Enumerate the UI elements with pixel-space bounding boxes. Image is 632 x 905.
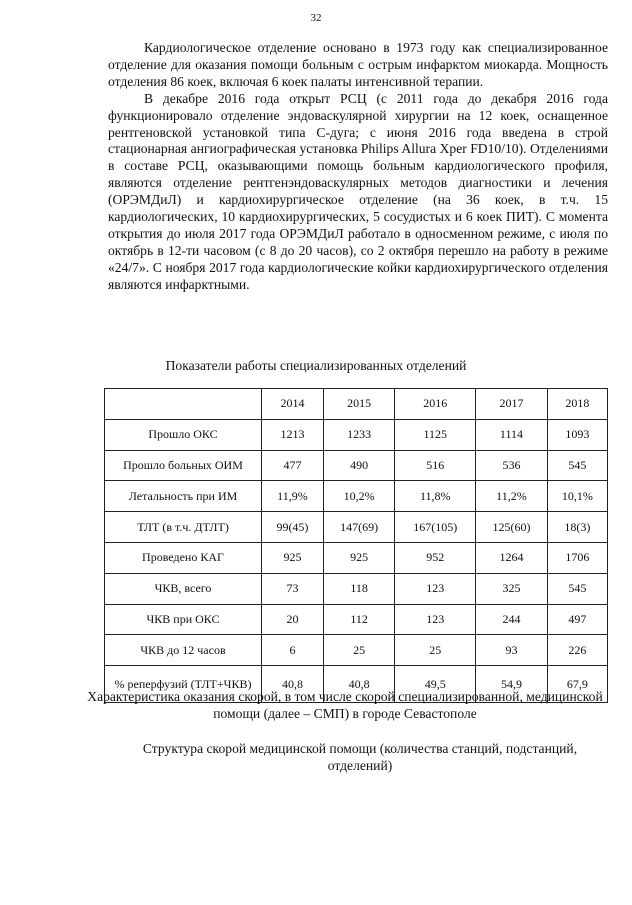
table-row [105,512,608,543]
table-cell: 545 [547,450,607,481]
table-header-year: 2014 [262,389,324,420]
table-cell: 11,2% [476,481,547,512]
table-row [105,542,608,573]
table-cell: 925 [323,542,394,573]
table-cell: 1706 [547,542,607,573]
table-row [105,450,608,481]
table-row-label: ЧКВ, всего [105,573,262,604]
table-row-label: Прошло ОКС [105,419,262,450]
table-header-year: 2016 [395,389,476,420]
table-row-label: Летальность при ИМ [105,481,262,512]
table-cell: 123 [395,604,476,635]
table-cell: 10,2% [323,481,394,512]
table-cell: 18(3) [547,512,607,543]
table-cell: 54,9 [476,666,547,703]
table-header-year: 2017 [476,389,547,420]
table-cell: 10,1% [547,481,607,512]
table-cell: 112 [323,604,394,635]
table-cell: 11,9% [262,481,324,512]
table-cell: 11,8% [395,481,476,512]
table-row-label: Проведено КАГ [105,542,262,573]
table-title: Показатели работы специализированных отделений [165,358,467,373]
paragraph-vascular-center: В декабре 2016 года открыт РСЦ (с 2011 года до декабря 2016 года функционировало отделение эндоваскулярной хирургии на 12 коек, оснащенное рентгеновской установкой типа С-дуга; с июня 2016 года введена в строй стационарная ангиографическая установка Philips Allura Xper FD10/10). Отделениями в составе РСЦ, оказывающими помощь больным кардиологического профиля, являются отделение рентгенэндоваскулярных методов диагностики и лечения (ОРЭМДиЛ) и кардиохирургическое отделение (на 36 коек, в т.ч. 15 кардиологических, 10 кардиохирургических, 5 сосудистых и 6 коек ПИТ). С момента открытия до июля 2017 года ОРЭМДиЛ работало в односменном режиме, с июля по октябрь в 12-ти часовом (с 8 до 20 часов), со 2 октября перешло на работу в режиме «24/7». С ноября 2017 года кардиологические койки кардиохирургического отделения являются инфарктными. [108,90,608,292]
table-cell: 25 [395,635,476,666]
table-cell: 477 [262,450,324,481]
table-cell: 25 [323,635,394,666]
table-row-label: ТЛТ (в т.ч. ДТЛТ) [105,512,262,543]
table-row [105,635,608,666]
table-cell: 6 [262,635,324,666]
table-cell: 93 [476,635,547,666]
section-subheading: Структура скорой медицинской помощи (количества станций, подстанций, отделений) [142,741,578,773]
table-header-corner [105,389,262,420]
table-row [105,573,608,604]
table-cell: 925 [262,542,324,573]
table-cell: 1213 [262,419,324,450]
table-row [105,419,608,450]
table-row-label: % реперфузий (ТЛТ+ЧКВ) [105,666,262,703]
table-cell: 490 [323,450,394,481]
table-cell: 226 [547,635,607,666]
table-cell: 244 [476,604,547,635]
table-cell: 20 [262,604,324,635]
table-cell: 1093 [547,419,607,450]
table-cell: 99(45) [262,512,324,543]
table-cell: 147(69) [323,512,394,543]
table-cell: 1114 [476,419,547,450]
table-cell: 325 [476,573,547,604]
table-cell: 123 [395,573,476,604]
performance-table [104,388,608,703]
table-cell: 536 [476,450,547,481]
table-row [105,481,608,512]
table-cell: 40,8 [262,666,324,703]
table-row-label: ЧКВ до 12 часов [105,635,262,666]
table-cell: 1264 [476,542,547,573]
paragraph-cardiology-department: Кардиологическое отделение основано в 1973 году как специализированное отделение для оказания помощи больным с острым инфарктом миокарда. Мощность отделения 86 коек, включая 6 коек палаты интенсивной терапии. [108,40,608,89]
table-header-year: 2015 [323,389,394,420]
table-cell: 40,8 [323,666,394,703]
table-cell: 952 [395,542,476,573]
table-cell: 545 [547,573,607,604]
table-cell: 497 [547,604,607,635]
table-cell: 1125 [395,419,476,450]
table-header-year: 2018 [547,389,607,420]
table-cell: 1233 [323,419,394,450]
table-cell: 73 [262,573,324,604]
section-heading: Характеристика оказания скорой, в том числе скорой специализированной, медицинской помощи (далее – СМП) в городе Севастополе [87,689,603,721]
table-row-label: ЧКВ при ОКС [105,604,262,635]
table-cell: 67,9 [547,666,607,703]
table-cell: 516 [395,450,476,481]
table-row [105,604,608,635]
table-cell: 118 [323,573,394,604]
table-cell: 49,5 [395,666,476,703]
table-cell: 167(105) [395,512,476,543]
table-row-label: Прошло больных ОИМ [105,450,262,481]
body-text [108,40,608,294]
table-cell: 125(60) [476,512,547,543]
table-header-row [105,389,608,420]
page-number: 32 [310,12,322,24]
